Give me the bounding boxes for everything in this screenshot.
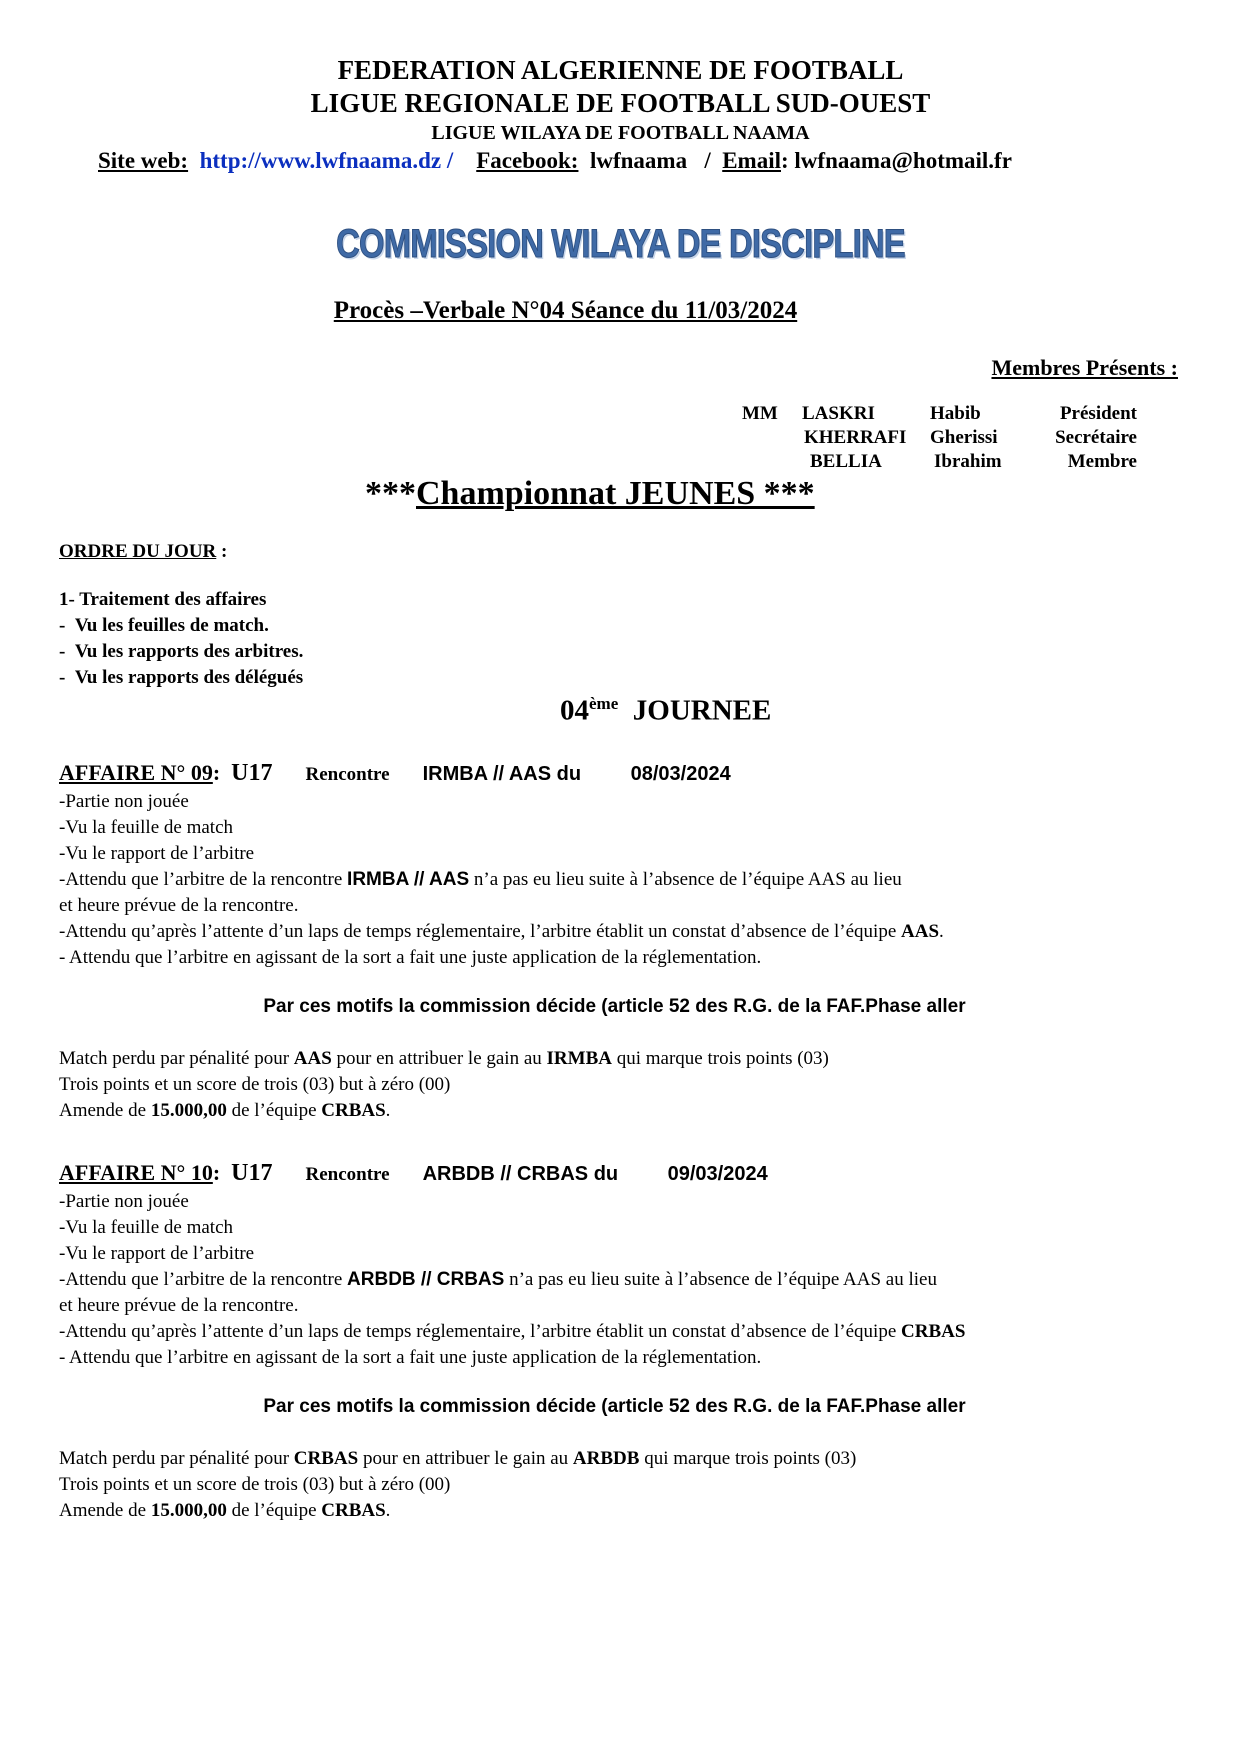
ordre-subitem bbox=[59, 641, 303, 663]
text: n’a pas eu lieu suite à l’absence de l’équipe AAS au lieu bbox=[469, 869, 902, 890]
affaire-line: - Attendu que l’arbitre en agissant de la sort a fait une juste application de la réglementation. bbox=[59, 947, 762, 968]
text: Amende de bbox=[59, 1100, 151, 1121]
ordre-subitem-text: Vu les rapports des arbitres. bbox=[74, 641, 304, 662]
affaire-line: -Vu la feuille de match bbox=[59, 817, 234, 838]
journee-sup: ème bbox=[589, 694, 619, 713]
team-name: CRBAS bbox=[321, 1500, 386, 1521]
affaire-match: IRMBA // AAS du bbox=[422, 763, 582, 785]
journee-num: 04 bbox=[560, 694, 589, 727]
amount: 15.000,00 bbox=[150, 1100, 227, 1121]
contact-line bbox=[98, 148, 1012, 174]
text: . bbox=[385, 1500, 391, 1521]
ordre-subitem-text: Vu les rapports des délégués bbox=[74, 667, 304, 688]
affaire-colon: : bbox=[212, 1160, 221, 1185]
team-name: ARBDB bbox=[572, 1448, 640, 1469]
text: . bbox=[939, 921, 944, 942]
member-nom: BELLIA bbox=[810, 451, 882, 472]
team-name: CRBAS bbox=[901, 1321, 966, 1342]
text: qui marque trois points (03) bbox=[639, 1448, 857, 1469]
decision-heading: Par ces motifs la commission décide (article 52 des R.G. de la FAF.Phase aller bbox=[263, 996, 966, 1017]
ordre-subitem bbox=[59, 615, 269, 637]
affaire-line bbox=[59, 869, 902, 891]
team-name: AAS bbox=[293, 1048, 332, 1069]
member-prenom: Habib bbox=[930, 403, 981, 424]
text: Match perdu par pénalité pour bbox=[59, 1048, 294, 1069]
affaire-date: 08/03/2024 bbox=[630, 763, 731, 785]
member-prenom: Gherissi bbox=[930, 427, 998, 448]
match-teams: ARBDB // CRBAS bbox=[347, 1269, 505, 1290]
affaire-number: AFFAIRE N° 10 bbox=[59, 1160, 213, 1185]
decision-line bbox=[59, 1500, 390, 1522]
ordre-subitem bbox=[59, 667, 303, 689]
ordre-colon: : bbox=[216, 541, 228, 562]
affaire-category: U17 bbox=[231, 1160, 273, 1186]
decision-line: Trois points et un score de trois (03) but à zéro (00) bbox=[59, 1474, 451, 1495]
affaire-line: -Vu le rapport de l’arbitre bbox=[59, 843, 255, 864]
decision-line: Trois points et un score de trois (03) but à zéro (00) bbox=[59, 1074, 451, 1095]
dash: - bbox=[59, 641, 66, 662]
dash: - bbox=[59, 615, 66, 636]
affaire-rencontre: Rencontre bbox=[305, 1164, 390, 1185]
affaire-line: et heure prévue de la rencontre. bbox=[59, 1295, 299, 1316]
ordre-title bbox=[59, 541, 227, 563]
decision-line bbox=[59, 1100, 390, 1122]
text: Amende de bbox=[59, 1500, 151, 1521]
separator: / bbox=[704, 148, 711, 173]
affaire-line bbox=[59, 921, 944, 943]
members-prefix: MM bbox=[742, 403, 778, 424]
decision-line bbox=[59, 1448, 856, 1470]
member-role: Secrétaire bbox=[1055, 427, 1137, 448]
ordre-item bbox=[59, 589, 266, 611]
member-role: Membre bbox=[1067, 451, 1137, 472]
match-teams: IRMBA // AAS bbox=[347, 869, 470, 890]
federation-title: FEDERATION ALGERIENNE DE FOOTBALL bbox=[337, 55, 904, 85]
affaire-line: -Partie non jouée bbox=[59, 1191, 189, 1212]
affaire-category: U17 bbox=[231, 760, 273, 786]
affaire-match: ARBDB // CRBAS du bbox=[422, 1163, 619, 1185]
amount: 15.000,00 bbox=[150, 1500, 227, 1521]
text: -Attendu que l’arbitre de la rencontre bbox=[59, 869, 348, 890]
text: pour en attribuer le gain au bbox=[331, 1048, 547, 1069]
affaire-heading bbox=[59, 1160, 768, 1187]
member-nom: KHERRAFI bbox=[804, 427, 907, 448]
affaire-line: - Attendu que l’arbitre en agissant de la sort a fait une juste application de la réglementation. bbox=[59, 1347, 762, 1368]
team-name: CRBAS bbox=[293, 1448, 359, 1469]
member-prenom: Ibrahim bbox=[934, 451, 1002, 472]
affaire-line bbox=[59, 1269, 937, 1291]
ligue-wilaya-title: LIGUE WILAYA DE FOOTBALL NAAMA bbox=[431, 122, 810, 144]
membres-title: Membres Présents : bbox=[991, 355, 1178, 380]
ordre-title-text: ORDRE DU JOUR bbox=[59, 541, 217, 562]
decision-line bbox=[59, 1048, 829, 1070]
affaire-line: et heure prévue de la rencontre. bbox=[59, 895, 299, 916]
affaire-heading bbox=[59, 760, 731, 787]
text: qui marque trois points (03) bbox=[611, 1048, 829, 1069]
ligue-regionale-title: LIGUE REGIONALE DE FOOTBALL SUD-OUEST bbox=[310, 88, 931, 118]
facebook-value: lwfnaama bbox=[589, 148, 688, 173]
affaire-line: -Vu la feuille de match bbox=[59, 1217, 234, 1238]
team-name: CRBAS bbox=[321, 1100, 386, 1121]
text: -Attendu qu’après l’attente d’un laps de temps réglementaire, l’arbitre établit un constat d’absence de l’équipe bbox=[59, 921, 902, 942]
team-name: AAS bbox=[901, 921, 940, 942]
championnat-title bbox=[365, 475, 815, 513]
text: -Attendu qu’après l’attente d’un laps de temps réglementaire, l’arbitre établit un constat d’absence de l’équipe bbox=[59, 1321, 902, 1342]
affaire-colon: : bbox=[212, 760, 221, 785]
affaire-date: 09/03/2024 bbox=[667, 1163, 768, 1185]
pv-title: Procès –Verbale N°04 Séance du 11/03/2024 bbox=[333, 297, 798, 324]
affaire-number: AFFAIRE N° 09 bbox=[59, 760, 213, 785]
text: -Attendu que l’arbitre de la rencontre bbox=[59, 1269, 348, 1290]
championnat-name: Championnat JEUNES *** bbox=[416, 475, 815, 512]
commission-title: COMMISSION WILAYA DE DISCIPLINE bbox=[336, 222, 905, 266]
text: de l’équipe bbox=[226, 1100, 322, 1121]
text: n’a pas eu lieu suite à l’absence de l’équipe AAS au lieu bbox=[504, 1269, 937, 1290]
affaire-line: -Vu le rapport de l’arbitre bbox=[59, 1243, 255, 1264]
team-name: IRMBA bbox=[546, 1048, 612, 1069]
text: de l’équipe bbox=[226, 1500, 322, 1521]
journee-title bbox=[560, 694, 771, 728]
dash: - bbox=[59, 667, 66, 688]
ordre-item-text: - Traitement des affaires bbox=[68, 589, 267, 610]
affaire-line: -Partie non jouée bbox=[59, 791, 189, 812]
text: . bbox=[385, 1100, 391, 1121]
journee-label: JOURNEE bbox=[632, 694, 772, 727]
facebook-label: Facebook: bbox=[476, 148, 579, 173]
ordre-item-num: 1 bbox=[59, 589, 69, 610]
ordre-subitem-text: Vu les feuilles de match. bbox=[74, 615, 269, 636]
site-label: Site web: bbox=[98, 148, 189, 173]
text: Match perdu par pénalité pour bbox=[59, 1448, 294, 1469]
member-role: Président bbox=[1059, 403, 1137, 424]
email-label: Email bbox=[722, 148, 781, 173]
member-nom: LASKRI bbox=[802, 403, 875, 424]
site-link[interactable]: http://www.lwfnaama.dz / bbox=[199, 148, 454, 173]
championnat-stars: *** bbox=[365, 475, 416, 512]
decision-heading: Par ces motifs la commission décide (article 52 des R.G. de la FAF.Phase aller bbox=[263, 1396, 966, 1417]
email-value: : lwfnaama@hotmail.fr bbox=[781, 148, 1012, 173]
affaire-line bbox=[59, 1321, 965, 1343]
affaire-rencontre: Rencontre bbox=[305, 764, 390, 785]
text: pour en attribuer le gain au bbox=[358, 1448, 573, 1469]
